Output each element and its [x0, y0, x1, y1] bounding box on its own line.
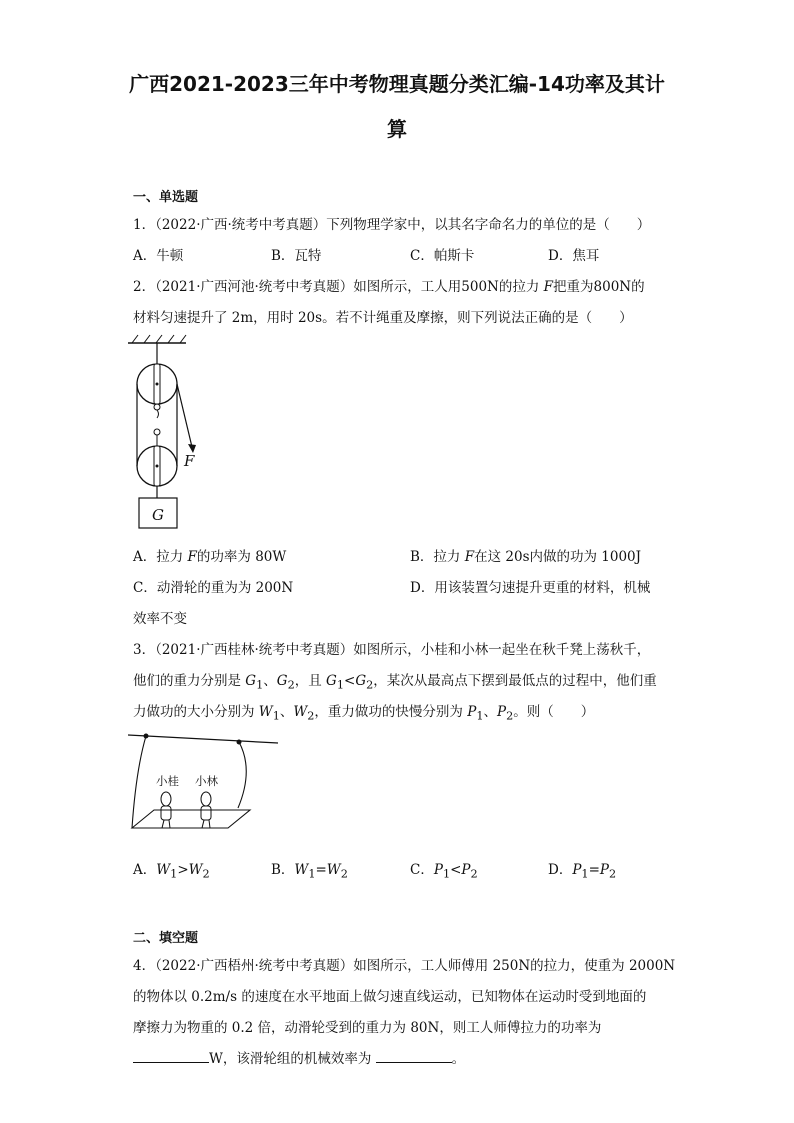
q3-option-c: C．$P_1<P_2$	[410, 862, 478, 881]
answer-blank-power[interactable]	[133, 1050, 209, 1063]
q1-option-b: B．瓦特	[271, 248, 322, 264]
q2-option-d-continued: 效率不变	[133, 611, 187, 627]
q3-stem-line1: 3．（2021·广西桂林·统考中考真题）如图所示，小桂和小林一起坐在秋千凳上荡秋千，	[133, 642, 651, 658]
q1-stem: 1．（2022·广西·统考中考真题）下列物理学家中，以其名字命名力的单位的是（ ）	[133, 217, 651, 233]
q1-option-c: C．帕斯卡	[410, 248, 475, 264]
q3-option-d: D．$P_1=P_2$	[548, 862, 617, 881]
swing-label-xiaolin: 小林	[195, 774, 218, 788]
q4-stem-line1: 4．（2022·广西梧州·统考中考真题）如图所示，工人师傅用 250N的拉力，使重为 2000N	[133, 958, 676, 974]
pulley-figure	[126, 334, 206, 534]
q3-option-b: B．$W_1=W_2$	[271, 862, 348, 881]
q2-option-d: D．用该装置匀速提升更重的材料，机械	[410, 580, 651, 596]
q1-option-a: A．牛顿	[133, 248, 184, 264]
section-heading-fill-blank: 二、填空题	[133, 931, 199, 946]
q2-option-a: A．拉力 F的功率为 80W	[133, 549, 287, 565]
page-title-continued: 算	[387, 117, 407, 141]
q2-stem-line1: 2．（2021·广西河池·统考中考真题）如图所示，工人用500N的拉力 F把重为800N的	[133, 279, 645, 295]
q2-option-b: B．拉力 F在这 20s内做的功为 1000J	[410, 549, 642, 565]
q4-stem-line2: 的物体以 0.2m/s 的速度在水平地面上做匀速直线运动，已知物体在运动时受到地面的	[133, 989, 647, 1005]
q4-stem-line4: W，该滑轮组的机械效率为 。	[133, 1047, 465, 1067]
q3-stem-line3: 力做功的大小分别为 $W_1$、$W_2$，重力做功的快慢分别为 $P_1$、$P_2$。则（ ）	[133, 704, 595, 723]
q1-option-d: D．焦耳	[548, 248, 600, 264]
answer-blank-efficiency[interactable]	[376, 1050, 452, 1063]
weight-label: G	[152, 506, 164, 524]
swing-label-xiaogui: 小桂	[156, 774, 179, 788]
q2-stem-line2: 材料匀速提升了 2m，用时 20s。若不计绳重及摩擦，则下列说法正确的是（ ）	[133, 310, 633, 326]
q3-option-a: A．$W_1>W_2$	[133, 862, 210, 881]
q2-option-c: C．动滑轮的重为为 200N	[133, 580, 294, 596]
section-heading-single-choice: 一、单选题	[133, 190, 199, 205]
page-title: 广西2021-2023三年中考物理真题分类汇编-14功率及其计	[129, 72, 665, 96]
force-label: F	[184, 452, 195, 470]
q4-stem-line3: 摩擦力为物重的 0.2 倍，动滑轮受到的重力为 80N，则工人师傅拉力的功率为	[133, 1020, 602, 1036]
q3-stem-line2: 他们的重力分别是 $G_1$、$G_2$，且 $G_1<G_2$，某次从最高点下摆到最低点的过程中，他们重	[133, 673, 657, 692]
